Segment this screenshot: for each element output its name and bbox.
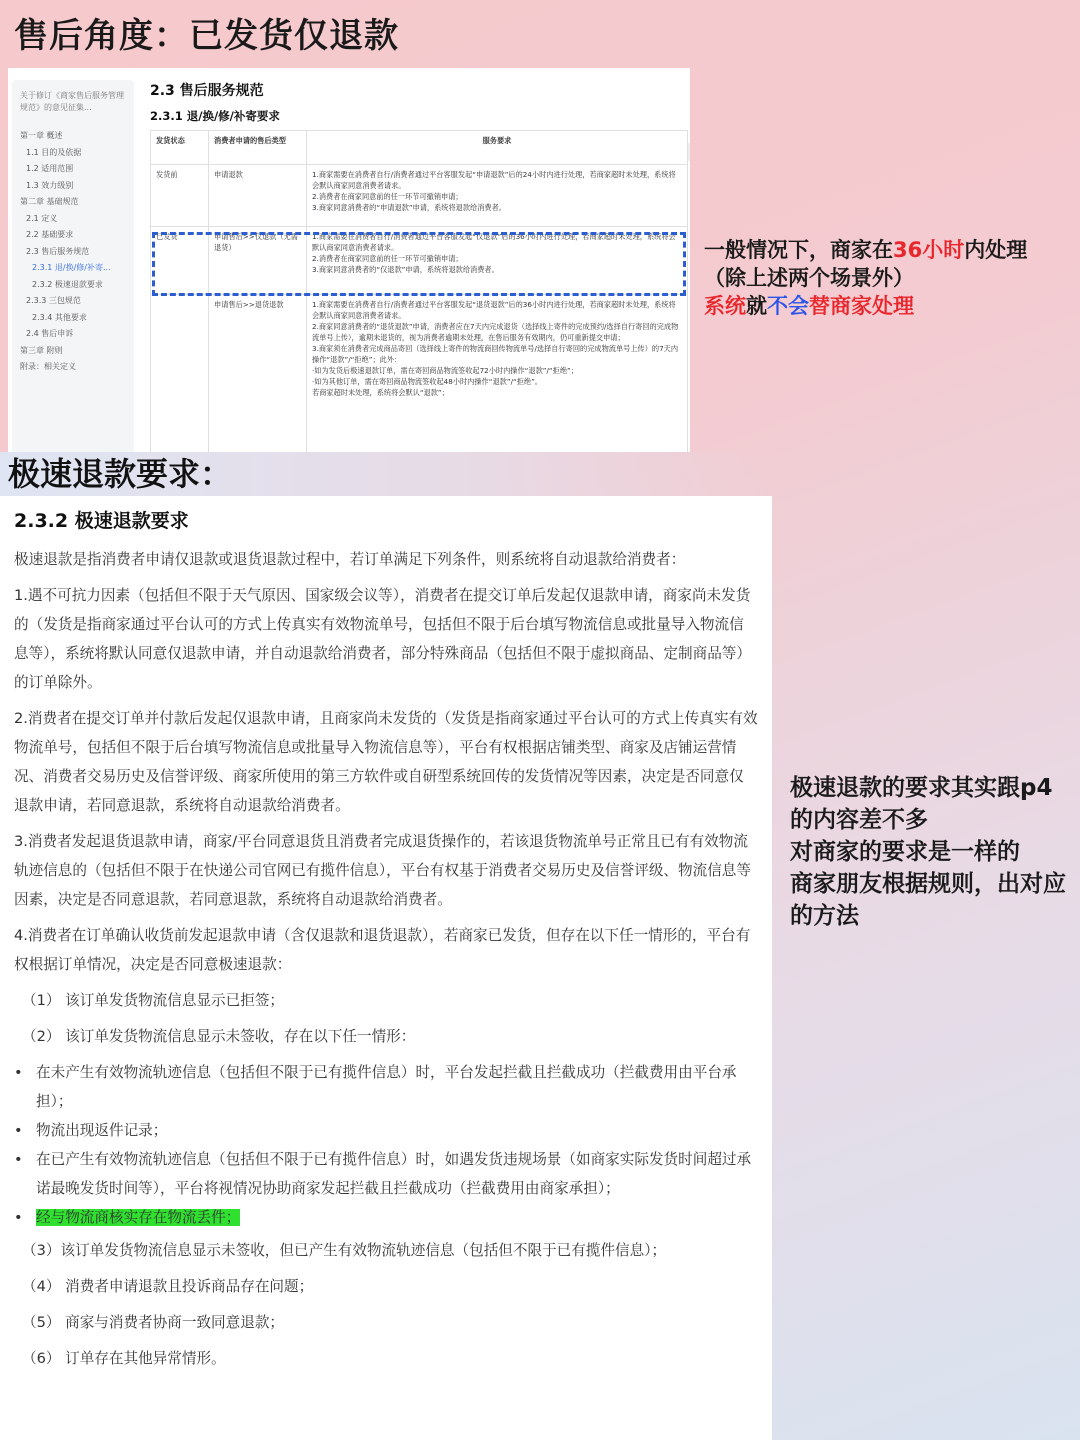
requirement-line: 1.商家需要在消费者自行/消费者通过平台客服发起“申请退款”后的24小时内进行处理，若商家超时未处理，系统将会默认商家同意消费者请求。 bbox=[312, 170, 676, 190]
toc-item[interactable]: 1.1 目的及依据 bbox=[26, 147, 82, 157]
paragraph: 1.遇不可抗力因素（包括但不限于天气原因、国家级会议等），消费者在提交订单后发起仅退款申请，商家尚未发货的（发货是指商家通过平台认可的方式上传真实有效物流单号，包括但不限于后台填写物流信息或批量导入物流信息等），系统将默认同意仅退款申请，并自动退款给消费者，部分特殊商品（包括但不限于虚拟商品、定制商品等）的订单除外。 bbox=[14, 587, 751, 691]
green-highlight: 经与物流商核实存在物流丢件； bbox=[36, 1209, 241, 1226]
page-title: 售后角度：已发货仅退款 bbox=[14, 16, 399, 56]
doc-title: 2.3.2 极速退款要求 bbox=[14, 510, 189, 532]
requirement-line: 1.商家需要在消费者自行/消费者通过平台客服发起“退货退款”后的36小时内进行处理，若商家超时未处理，系统将会默认商家同意消费者请求。 bbox=[312, 300, 676, 320]
annotation-note-2 bbox=[790, 772, 1074, 932]
requirement-line: 3.商家同意消费者的“申请退款”申请，系统将退款给消费者。 bbox=[312, 203, 506, 212]
subsection-title: 2.3.1 退/换/修/补寄要求 bbox=[150, 109, 280, 123]
list-item: （4） 消费者申请退款且投诉商品存在问题； bbox=[22, 1278, 314, 1295]
paragraph-intro: 极速退款是指消费者申请仅退款或退货退款过程中，若订单满足下列条件，则系统将自动退款给消费者： bbox=[14, 551, 686, 568]
bullet-item: • 在已产生有效物流轨迹信息（包括但不限于已有揽件信息）时，如遇发货违规场景（如商家实际发货时间超过承诺最晚发货时间等），平台将视情况协助商家发起拦截且拦截成功（拦截费用由商家承担）； bbox=[14, 1145, 758, 1203]
cell-status: 已发货 bbox=[151, 227, 209, 295]
table-row bbox=[151, 227, 688, 295]
requirement-line: 1.商家需要在消费者自行/消费者通过平台客服发起“仅退款”后的36小时内进行处理，若商家超时未处理，系统将会默认商家同意消费者请求。 bbox=[312, 232, 676, 252]
annotation-line: 一般情况下，商家在36小时内处理 bbox=[704, 238, 1028, 262]
section-heading: 极速退款要求： bbox=[0, 452, 772, 496]
cell-requirements bbox=[307, 165, 688, 227]
column-header: 消费者申请的售后类型 bbox=[209, 131, 307, 165]
table-row bbox=[151, 295, 688, 453]
toc-item-active[interactable]: 2.3.1 退/换/修/补寄... bbox=[32, 263, 111, 272]
toc-item[interactable]: 2.3.3 三包规范 bbox=[26, 296, 81, 305]
cell-requirements bbox=[307, 227, 688, 295]
column-header: 服务要求 bbox=[307, 131, 688, 165]
table-of-contents bbox=[12, 80, 134, 452]
list-item: （2） 该订单发货物流信息显示未签收，存在以下任一情形： bbox=[22, 1028, 416, 1045]
bullet-list bbox=[14, 1058, 758, 1232]
bullet-item-highlighted bbox=[14, 1203, 758, 1232]
list-item: （1） 该订单发货物流信息显示已拒签； bbox=[22, 992, 285, 1009]
toc-item[interactable]: 2.2 基础要求 bbox=[26, 230, 74, 239]
toc-item[interactable]: 2.3.2 极速退款要求 bbox=[32, 279, 103, 289]
requirement-line: 2.消费者在商家同意前的任一环节可撤销申请； bbox=[312, 254, 463, 263]
cell-status: 发货前 bbox=[151, 165, 209, 227]
toc-item[interactable]: 2.3.4 其他要求 bbox=[32, 312, 87, 322]
table-header-row bbox=[151, 131, 688, 165]
requirement-line: 2.商家同意消费者的“退货退款”申请，消费者应在7天内完成退货（选择线上寄件的完成预约/选择自行寄回的完成物流单号上传），逾期未退货的，视为消费者逾期未处理，在售后服务有效期内，仍可重新提交申请； bbox=[312, 322, 679, 342]
service-spec-screenshot bbox=[8, 68, 690, 452]
annotation-line: 系统就不会替商家处理 bbox=[704, 294, 914, 318]
annotation-line: 极速退款的要求其实跟p4的内容差不多 bbox=[790, 775, 1053, 833]
toc-item[interactable]: 第三章 附则 bbox=[20, 345, 63, 355]
requirement-line: 若商家超时未处理，系统将会默认“退款”； bbox=[312, 388, 449, 397]
section-title: 2.3 售后服务规范 bbox=[150, 83, 264, 99]
cell-status bbox=[151, 295, 209, 453]
toc-item[interactable]: 附录：相关定义 bbox=[20, 362, 76, 371]
list-item: （3）该订单发货物流信息显示未签收，但已产生有效物流轨迹信息（包括但不限于已有揽件信息）； bbox=[22, 1242, 667, 1259]
table-row bbox=[151, 165, 688, 227]
requirement-line: 2.消费者在商家同意前的任一环节可撤销申请； bbox=[312, 192, 463, 201]
annotation-line: （除上述两个场景外） bbox=[704, 266, 914, 290]
bullet-item: • 物流出现返件记录； bbox=[14, 1116, 758, 1145]
annotation-note-1 bbox=[704, 236, 1074, 320]
toc-item[interactable]: 2.4 售后申诉 bbox=[26, 329, 74, 338]
bullet-item: • 在未产生有效物流轨迹信息（包括但不限于已有揽件信息）时，平台发起拦截且拦截成功（拦截费用由平台承担）； bbox=[14, 1058, 758, 1116]
highlight-36h: 36小时 bbox=[893, 238, 965, 262]
annotation-line: 对商家的要求是一样的 bbox=[790, 839, 1020, 865]
toc-item[interactable]: 1.3 效力级别 bbox=[26, 180, 74, 190]
requirement-line: ·如为其他订单，需在寄回商品物流签收起48小时内操作“退款”/“拒绝”。 bbox=[312, 377, 542, 386]
cell-type: 申请退款 bbox=[209, 165, 307, 227]
cell-requirements bbox=[307, 295, 688, 453]
toc-item[interactable]: 2.1 定义 bbox=[26, 213, 58, 223]
requirement-line: 3.商家须在消费者完成商品寄回（选择线上寄件的物流商回传物流单号/选择自行寄回的完成物流单号上传）的7天内操作“退款”/“拒绝”；此外： bbox=[312, 344, 679, 364]
annotation-line: 商家朋友根据规则，出对应的方法 bbox=[790, 871, 1066, 929]
paragraph: 4.消费者在订单确认收货前发起退款申请（含仅退款和退货退款），若商家已发货，但存在以下任一情形的，平台有权根据订单情况，决定是否同意极速退款： bbox=[14, 927, 751, 973]
cell-type: 申请售后>>退货退款 bbox=[209, 295, 307, 453]
fast-refund-document bbox=[0, 496, 772, 1440]
service-requirements-table bbox=[150, 130, 688, 452]
toc-item[interactable]: 第二章 基础规范 bbox=[20, 197, 79, 206]
toc-item[interactable]: 第一章 概述 bbox=[20, 131, 63, 140]
toc-item[interactable]: 2.3 售后服务规范 bbox=[26, 246, 90, 256]
paragraph: 3.消费者发起退货退款申请，商家/平台同意退货且消费者完成退货操作的，若该退货物流单号正常且已有有效物流轨迹信息的（包括但不限于在快递公司官网已有揽件信息），平台有权基于消费者交易历史及信誉评级、物流信息等因素，决定是否同意退款，若同意退款，系统将自动退款给消费者。 bbox=[14, 833, 751, 908]
list-item: （6） 订单存在其他异常情形。 bbox=[22, 1350, 226, 1367]
requirement-line: ·如为发货后极速退款订单，需在寄回商品物流签收起72小时内操作“退款”/“拒绝”； bbox=[312, 366, 578, 375]
column-header: 发货状态 bbox=[151, 131, 209, 165]
requirement-line: 3.商家同意消费者的“仅退款”申请，系统将退款给消费者。 bbox=[312, 265, 499, 274]
cell-type: 申请售后>>仅退款（无需退货） bbox=[209, 227, 307, 295]
paragraph: 2.消费者在提交订单并付款后发起仅退款申请，且商家尚未发货的（发货是指商家通过平台认可的方式上传真实有效物流单号，包括但不限于后台填写物流信息或批量导入物流信息等），平台有权根据店铺类型、商家及店铺运营情况、消费者交易历史及信誉评级、商家所使用的第三方软件或自研型系统回传的发货情况等因素，决定是否同意仅退款申请，若同意退款，系统将自动退款给消费者。 bbox=[14, 710, 758, 814]
toc-doc-title[interactable]: 关于修订《商家售后服务管理规范》的意见征集... bbox=[20, 91, 124, 112]
list-item: （5） 商家与消费者协商一致同意退款； bbox=[22, 1314, 285, 1331]
toc-item[interactable]: 1.2 适用范围 bbox=[26, 164, 74, 173]
